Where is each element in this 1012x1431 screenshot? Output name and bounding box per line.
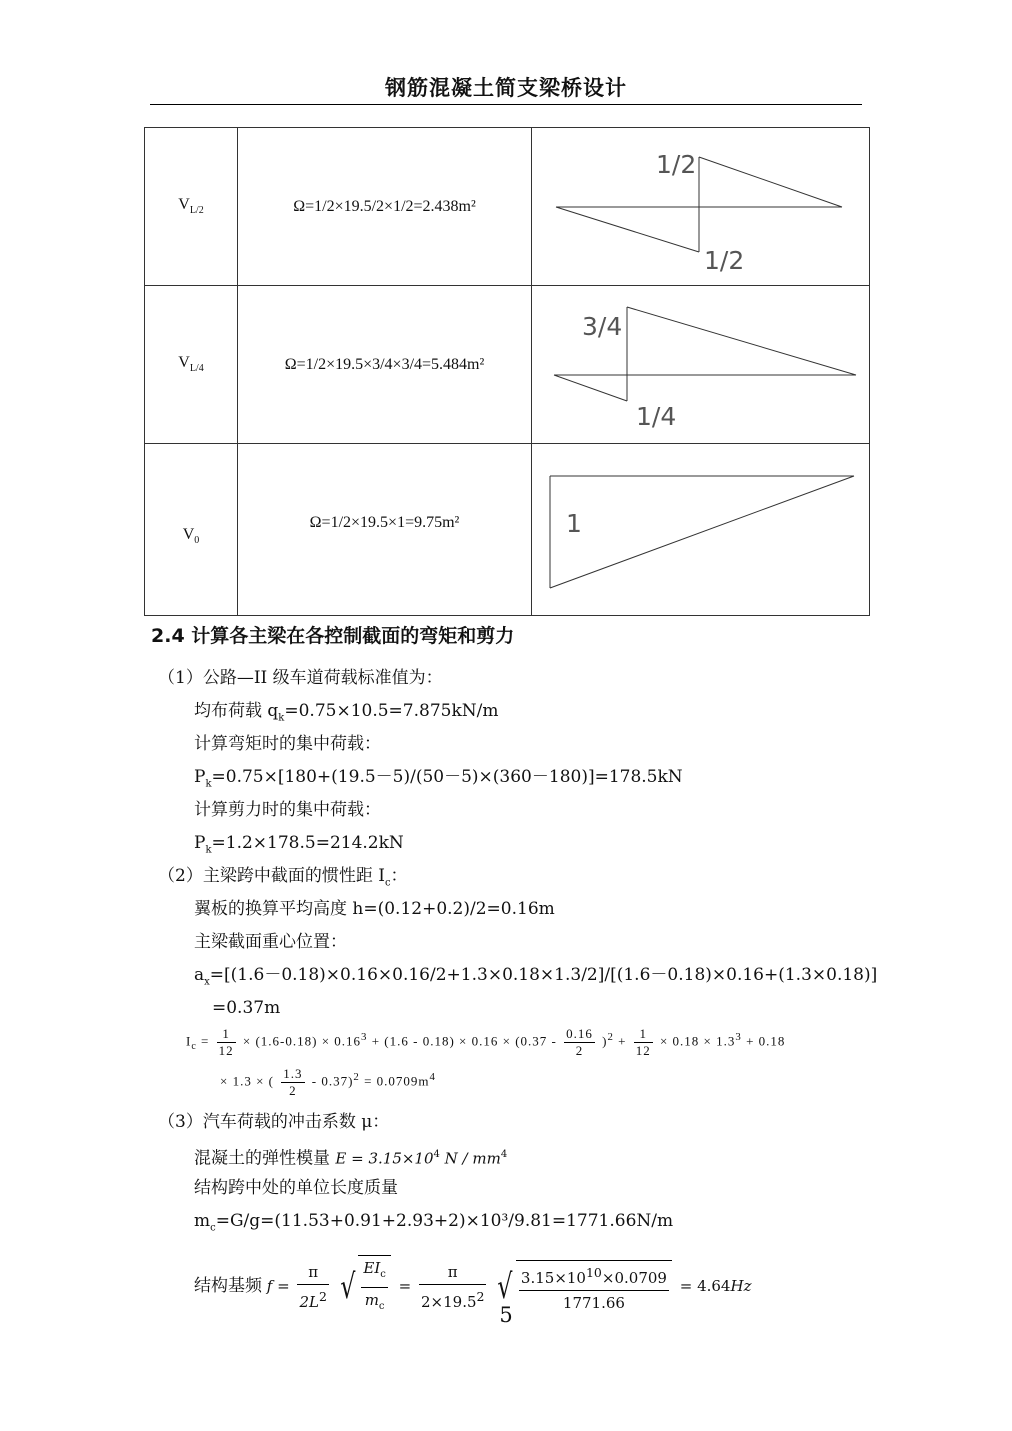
frequency-line: 结构基频 f = $\frac{\pi}{2L^2}$ √ $\frac{EI_c}{m_c}$ = $\frac{\pi}{2\times 19.5^2}$ √ $\frac{3.15\times 10^{10}\times 0.0709}{1771.66}$ = 4.64Hz (194, 1255, 751, 1319)
item2-heading: （2）主梁跨中截面的惯性距 $I_c$： (158, 866, 408, 889)
svg-text:1: 1 (566, 509, 582, 538)
shear-load-label: 计算剪力时的集中荷载： (194, 800, 381, 820)
ic-formula-line2: × 1.3 × ( $\frac{1.3}{2}$ - $0.37)^2 = 0.0709m^4$ (220, 1066, 436, 1098)
modulus-line: 混凝土的弹性模量 $E = 3.15\times 10^4$ N / $mm^4$ (194, 1148, 508, 1169)
ax-line: $a_x=[(1.6-0.18)\times 0.16\times 0.16/2+1.3\times 0.18\times 1.3/2]/[(1.6-0.18)\times 0.16+(1.3\times 0.18)]$ (194, 965, 878, 988)
svg-text:1/4: 1/4 (636, 402, 677, 431)
svg-text:3/4: 3/4 (582, 312, 623, 341)
influence-diagram (532, 444, 870, 616)
qk-line: 均布荷载 $q_k=0.75\times 10.5=7.875kN/m$ (194, 701, 499, 724)
moment-load-label: 计算弯矩时的集中荷载： (194, 734, 381, 754)
header-rule (150, 104, 862, 105)
table-row (145, 286, 870, 444)
row-formula: Ω=1/2×19.5/2×1/2=2.438m² (238, 128, 532, 286)
influence-line-table (144, 127, 870, 616)
item1-heading: （1）公路—II 级车道荷载标准值为： (158, 668, 443, 688)
row-label: $V_{L/4}$ (145, 286, 238, 444)
page-number: 5 (499, 1303, 513, 1327)
svg-text:1/2: 1/2 (704, 246, 745, 275)
section-title: 2.4 计算各主梁在各控制截面的弯矩和剪力 (151, 625, 515, 647)
svg-text:1/2: 1/2 (656, 150, 697, 179)
ic-formula-line1: $I_c$ = $\frac{1}{12}$ × $(1.6-0.18) \times 0.16^3 + (1.6 - 0.18) \times 0.16 \times (0.37$ - $\frac{0.16}{2}$ )$^2$ + $\frac{1}{12}$ × $0.18 \times 1.3^3 + 0.18$ (186, 1026, 786, 1058)
row-formula: Ω=1/2×19.5×3/4×3/4=5.484m² (238, 286, 532, 444)
flange-height-line: 翼板的换算平均高度 h=(0.12+0.2)/2=0.16m (194, 899, 555, 919)
row-label: $V_0$ (145, 444, 238, 616)
mass-label: 结构跨中处的单位长度质量 (194, 1178, 398, 1198)
item3-heading: （3）汽车荷载的冲击系数 μ： (158, 1112, 390, 1132)
centroid-label: 主梁截面重心位置： (194, 932, 347, 952)
mc-line: $m_c=G/g=(11.53+0.91+2.93+2)\times 10^3/9.81=1771.66N/m$ (194, 1211, 674, 1234)
page-header-title: 钢筋混凝土简支梁桥设计 (385, 76, 627, 100)
row-formula: Ω=1/2×19.5×1=9.75m² (238, 444, 532, 616)
row-label: $V_{L/2}$ (145, 128, 238, 286)
pk-shear-line: $P_k=1.2\times 178.5=214.2kN$ (194, 833, 404, 856)
table-row (145, 128, 870, 286)
table-row (145, 444, 870, 616)
influence-diagram (532, 286, 870, 444)
pk-moment-line: $P_k=0.75\times[180+(19.5-5)/(50-5)\times(360-180)]=178.5kN$ (194, 767, 683, 790)
ax-result: =0.37m (212, 998, 281, 1018)
influence-diagram (532, 128, 870, 286)
